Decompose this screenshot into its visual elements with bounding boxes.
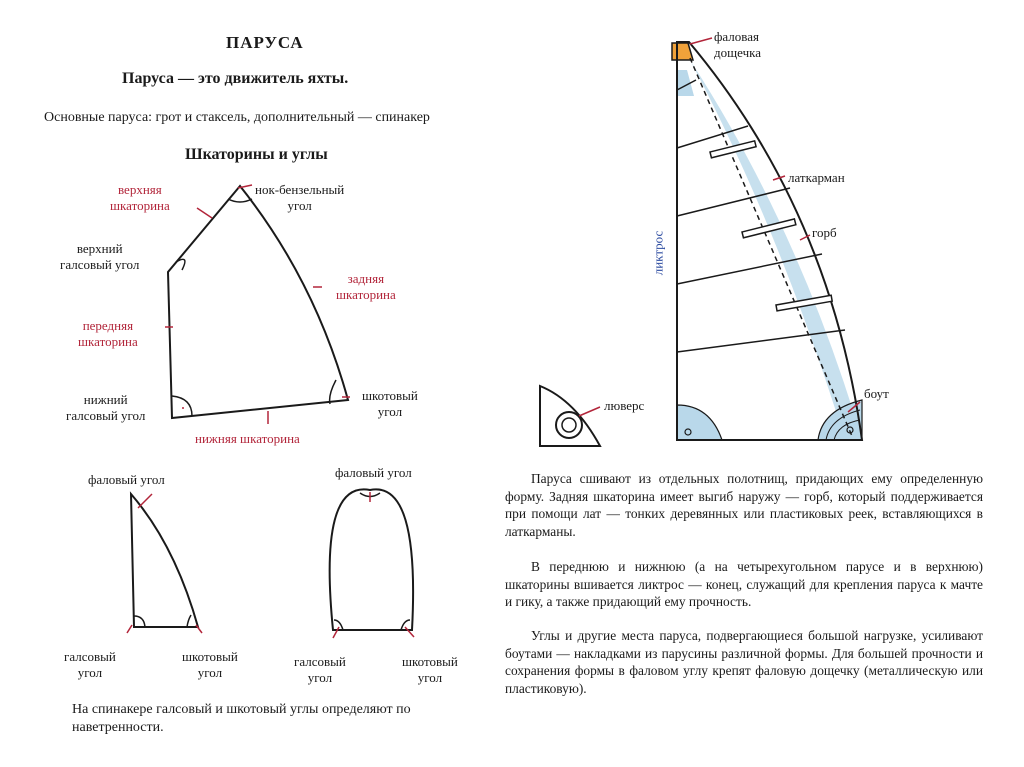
tri-label-head: фаловый угол [88,472,165,487]
label-throat-corner: верхний галсовый угол [60,241,140,272]
page-subtitle: Паруса — это движитель яхты. [122,70,349,87]
description-paragraph-3: Углы и другие места паруса, подвергающиеся большой нагрузке, усиливают боутами — накладками из парусины различной формы. Для большей прочности и сохранения формы в фаловом углу крепят фаловую дощечку (металлическую или пластиковую). [505,628,983,696]
label-batten-pocket: латкарман [788,170,845,185]
quad-throat-arc [176,259,185,270]
label-clew-corner: шкотовый угол [362,388,418,419]
label-leech: задняя шкаторина [336,271,396,302]
spinnaker-diagram [330,489,413,630]
quad-tack-arc [172,396,192,416]
tri-label-clew: шкотовый угол [182,649,238,680]
label-reinforcement: боут [864,386,889,401]
tri-label-tack: галсовый угол [64,649,116,680]
quad-sail-diagram [168,186,348,418]
label-headboard: фаловая дощечка [714,29,761,60]
label-roach: горб [812,225,837,240]
label-peak-corner: нок-бензельный угол [255,182,345,213]
label-tack-corner: нижний галсовый угол [66,392,146,423]
spinnaker-label-clew: шкотовый угол [402,654,458,685]
spinnaker-note: На спинакере галсовый и шкотовый углы определяют по наветренности. [72,702,411,735]
grommet-ring-outer [556,412,582,438]
tri-clew-arc [187,615,191,627]
spinnaker-outline [330,489,413,630]
page-title: ПАРУСА [226,33,304,52]
mainsail-tack-patch [677,405,722,440]
label-luff: передняя шкаторина [78,318,138,349]
spinnaker-label-tack: галсовый угол [294,654,346,685]
description-paragraph-1: Паруса сшивают из отдельных полотнищ, придающих ему определенную форму. Задняя шкаторина имеет выгиб наружу — горб, который поддерживается при помощи лат — тонких деревянных или пластиковых реек, вставляющихся в латкарманы. [505,471,983,539]
label-luff-rope: ликтрос [650,230,666,276]
tri-sail-diagram [131,494,198,627]
quad-pointer-lines [165,185,350,424]
label-foot: нижняя шкаторина [195,431,300,446]
tri-sail-outline [131,494,198,627]
main-sails-text: Основные паруса: грот и стаксель, дополнительный — спинакер [44,110,430,125]
grommet-ring-inner [562,418,576,432]
edges-heading: Шкаторины и углы [185,146,328,163]
mainsail-panel-seams [677,80,845,352]
spinnaker-label-head: фаловый угол [335,465,412,480]
label-grommet: люверс [604,398,645,413]
description-paragraph-2: В переднюю и нижнюю (а на четырехугольном парусе и в верхнюю) шкаторины вшивается ликтрос — конец, служащий для крепления паруса к мачте и гику, а также придающий ему прочность. [505,559,983,609]
quad-sail-outline [168,186,348,418]
mainsail-headboard [672,43,693,60]
label-top-edge: верхняя шкаторина [110,182,170,213]
grommet-inset [540,386,600,446]
tri-tack-arc [134,616,145,627]
quad-peak-arc [228,199,252,202]
